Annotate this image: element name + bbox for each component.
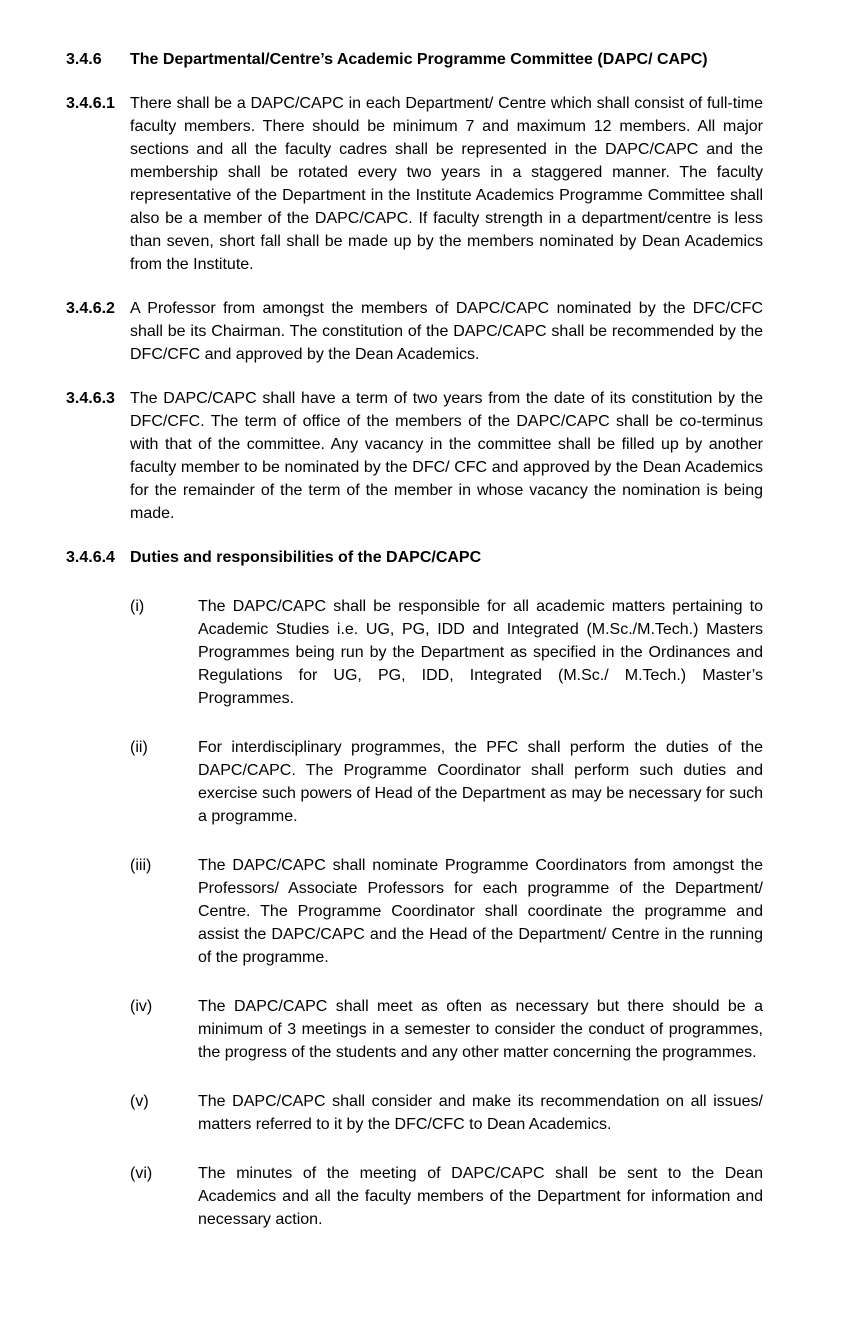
section-number: 3.4.6.2: [66, 300, 115, 317]
list-item-text: The DAPC/CAPC shall be responsible for all academic matters pertaining to Academic Studies i.e. UG, PG, IDD and Integrated (M.Sc./M.Tech.) Masters Programmes being run by the Department as specified in the Ordinances and Regulations for UG, PG, IDD, Integrated (M.Sc./ M.Tech.) Master’s Programmes.: [198, 598, 763, 707]
list-item-label: (iv): [130, 998, 153, 1015]
section-3-4-6-1: [66, 92, 763, 276]
list-item-label: (i): [130, 598, 145, 615]
section-text: There shall be a DAPC/CAPC in each Department/ Centre which shall consist of full-time faculty members. There should be minimum 7 and maximum 12 members. All major sections and all the faculty cadres shall be represented in the DAPC/CAPC and the membership shall be rotated every two years in a staggered manner. The faculty representative of the Department in the Institute Academics Programme Committee shall also be a member of the DAPC/CAPC. If faculty strength in a department/centre is less than seven, short fall shall be made up by the members nominated by Dean Academics from the Institute.: [130, 95, 763, 273]
list-item: [130, 1090, 763, 1136]
list-item: [130, 736, 763, 828]
list-item-label: (vi): [130, 1165, 153, 1182]
list-item-text: The DAPC/CAPC shall nominate Programme Coordinators from amongst the Professors/ Associate Professors for each programme of the Department/ Centre. The Programme Coordinator shall coordinate the programme and assist the DAPC/CAPC and the Head of the Department/ Centre in the running of the programme.: [198, 857, 763, 966]
section-heading-title: The Departmental/Centre’s Academic Programme Committee (DAPC/ CAPC): [130, 51, 708, 68]
list-item-text: The minutes of the meeting of DAPC/CAPC shall be sent to the Dean Academics and all the faculty members of the Department for information and necessary action.: [198, 1165, 763, 1228]
section-text: A Professor from amongst the members of DAPC/CAPC nominated by the DFC/CFC shall be its Chairman. The constitution of the DAPC/CAPC shall be recommended by the DFC/CFC and approved by the Dean Academics.: [130, 300, 763, 363]
list-item: [130, 595, 763, 710]
section-subheading-title: Duties and responsibilities of the DAPC/CAPC: [130, 549, 482, 566]
list-item-label: (ii): [130, 739, 148, 756]
list-item: [130, 854, 763, 969]
section-number: 3.4.6.4: [66, 549, 115, 566]
list-item: [130, 1162, 763, 1231]
section-number: 3.4.6.3: [66, 390, 115, 407]
section-3-4-6-4: [66, 546, 763, 569]
section-3-4-6-2: [66, 297, 763, 366]
list-item: [130, 995, 763, 1064]
list-item-text: For interdisciplinary programmes, the PFC shall perform the duties of the DAPC/CAPC. The Programme Coordinator shall perform such duties and exercise such powers of Head of the Department as may be necessary for such a programme.: [198, 739, 763, 825]
list-item-label: (v): [130, 1093, 149, 1110]
section-heading: [66, 48, 763, 71]
section-3-4-6-3: [66, 387, 763, 525]
section-number: 3.4.6: [66, 51, 102, 68]
duties-list: [130, 595, 763, 1231]
list-item-label: (iii): [130, 857, 152, 874]
list-item-text: The DAPC/CAPC shall meet as often as necessary but there should be a minimum of 3 meetings in a semester to consider the conduct of programmes, the progress of the students and any other matter concerning the programmes.: [198, 998, 763, 1061]
section-text: The DAPC/CAPC shall have a term of two years from the date of its constitution by the DFC/CFC. The term of office of the members of the DAPC/CAPC shall be co-terminus with that of the committee. Any vacancy in the committee shall be filled up by another faculty member to be nominated by the DFC/ CFC and approved by the Dean Academics for the remainder of the term of the member in whose vacancy the nomination is being made.: [130, 390, 763, 522]
list-item-text: The DAPC/CAPC shall consider and make its recommendation on all issues/ matters referred to it by the DFC/CFC to Dean Academics.: [198, 1093, 763, 1133]
section-number: 3.4.6.1: [66, 95, 115, 112]
